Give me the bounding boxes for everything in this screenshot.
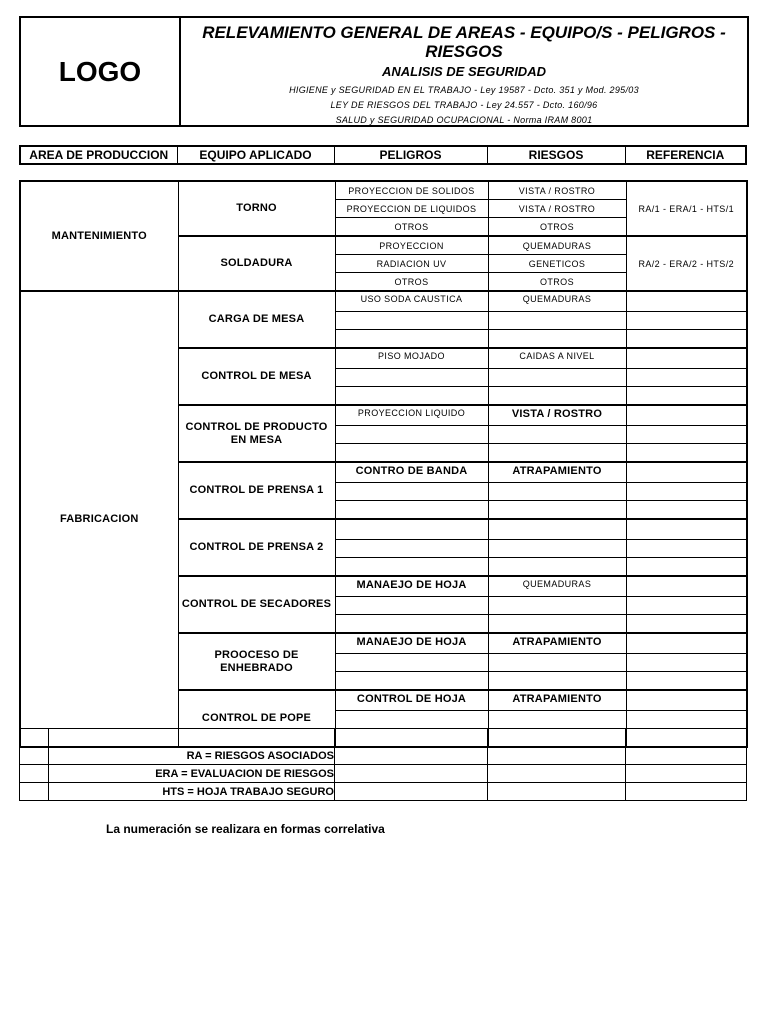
- peligro-cell: [335, 426, 488, 444]
- equipo-cell: CONTROL DE PRODUCTO EN MESA: [178, 405, 335, 462]
- riesgo-cell: [488, 426, 626, 444]
- legend-cell: [20, 729, 49, 747]
- equipo-cell: SOLDADURA: [178, 236, 335, 291]
- legend-cell: [335, 747, 488, 765]
- riesgo-cell: [488, 615, 626, 634]
- legend-cell: [20, 747, 49, 765]
- referencia-cell: [626, 483, 747, 501]
- risk-survey-table: [19, 180, 748, 748]
- legend-row: [20, 783, 747, 801]
- peligro-cell: PROYECCION: [335, 236, 488, 255]
- peligro-cell: RADIACION UV: [335, 255, 488, 273]
- column-header-peligros: PELIGROS: [334, 146, 487, 164]
- riesgo-cell: VISTA / ROSTRO: [488, 181, 626, 200]
- riesgo-cell: ATRAPAMIENTO: [488, 462, 626, 483]
- peligro-cell: [335, 597, 488, 615]
- peligro-cell: [335, 672, 488, 691]
- peligro-cell: [335, 387, 488, 406]
- riesgo-cell: [488, 540, 626, 558]
- referencia-cell: [626, 426, 747, 444]
- legend-text: RA = RIESGOS ASOCIADOS: [49, 747, 335, 765]
- riesgo-cell: ATRAPAMIENTO: [488, 690, 626, 711]
- legend-row: [20, 765, 747, 783]
- peligro-cell: CONTRO DE BANDA: [335, 462, 488, 483]
- referencia-cell: [626, 330, 747, 349]
- referencia-cell: [626, 405, 747, 426]
- riesgo-cell: [488, 597, 626, 615]
- legend-text: HTS = HOJA TRABAJO SEGURO: [49, 783, 335, 801]
- riesgo-cell: [488, 558, 626, 577]
- riesgo-cell: VISTA / ROSTRO: [488, 200, 626, 218]
- referencia-cell: [626, 690, 747, 711]
- legend-cell: [488, 747, 626, 765]
- peligro-cell: [335, 312, 488, 330]
- peligro-cell: [335, 483, 488, 501]
- referencia-cell: [626, 501, 747, 520]
- document-title: RELEVAMIENTO GENERAL DE AREAS - EQUIPO/S - PELIGROS - RIESGOS: [202, 23, 726, 61]
- law-line-3: SALUD y SEGURIDAD OCUPACIONAL - Norma IRAM 8001: [335, 115, 593, 125]
- equipo-cell: PROOCESO DE ENHEBRADO: [178, 633, 335, 690]
- column-header-area: AREA DE PRODUCCION: [20, 146, 177, 164]
- riesgo-cell: [488, 330, 626, 349]
- peligro-cell: [335, 540, 488, 558]
- legend-cell: [626, 747, 747, 765]
- footnote: La numeración se realizara en formas correlativa: [106, 822, 385, 836]
- riesgo-cell: OTROS: [488, 273, 626, 292]
- referencia-cell: [626, 672, 747, 691]
- document-subtitle: ANALISIS DE SEGURIDAD: [382, 64, 546, 79]
- legend-cell: [335, 765, 488, 783]
- peligro-cell: PISO MOJADO: [335, 348, 488, 369]
- peligro-cell: PROYECCION DE LIQUIDOS: [335, 200, 488, 218]
- riesgo-cell: ATRAPAMIENTO: [488, 633, 626, 654]
- equipo-cell: CONTROL DE SECADORES: [178, 576, 335, 633]
- area-cell: MANTENIMIENTO: [20, 181, 178, 291]
- legend-row: [20, 729, 747, 747]
- legend-cell: [488, 783, 626, 801]
- peligro-cell: [335, 558, 488, 577]
- column-header-equipo: EQUIPO APLICADO: [177, 146, 334, 164]
- riesgo-cell: OTROS: [488, 218, 626, 237]
- equipo-cell: CONTROL DE POPE: [178, 690, 335, 747]
- area-cell: FABRICACION: [20, 291, 178, 747]
- riesgo-cell: QUEMADURAS: [488, 236, 626, 255]
- legend-cell: [335, 783, 488, 801]
- riesgo-cell: QUEMADURAS: [488, 291, 626, 312]
- referencia-cell: [626, 444, 747, 463]
- referencia-cell: [626, 540, 747, 558]
- law-line-2: LEY DE RIESGOS DEL TRABAJO - Ley 24.557 - Dcto. 160/96: [330, 100, 598, 110]
- peligro-cell: MANAEJO DE HOJA: [335, 576, 488, 597]
- legend-cell: [626, 765, 747, 783]
- riesgo-cell: [488, 483, 626, 501]
- legend-text: ERA = EVALUACION DE RIESGOS: [49, 765, 335, 783]
- peligro-cell: MANAEJO DE HOJA: [335, 633, 488, 654]
- peligro-cell: OTROS: [335, 218, 488, 237]
- legend-cell: [335, 729, 488, 747]
- legend-cell: [488, 729, 626, 747]
- riesgo-cell: [488, 312, 626, 330]
- riesgo-cell: [488, 654, 626, 672]
- equipo-cell: TORNO: [178, 181, 335, 236]
- document-header: [19, 16, 749, 127]
- riesgo-cell: [488, 672, 626, 691]
- riesgo-cell: [488, 387, 626, 406]
- legend-cell: [626, 783, 747, 801]
- referencia-cell: [626, 291, 747, 312]
- column-header-table: [19, 145, 747, 165]
- peligro-cell: [335, 369, 488, 387]
- equipo-cell: CONTROL DE PRENSA 2: [178, 519, 335, 576]
- riesgo-cell: VISTA / ROSTRO: [488, 405, 626, 426]
- riesgo-cell: [488, 369, 626, 387]
- equipo-cell: CONTROL DE PRENSA 1: [178, 462, 335, 519]
- legend-cell: [488, 765, 626, 783]
- referencia-cell: [626, 576, 747, 597]
- peligro-cell: [335, 444, 488, 463]
- peligro-cell: OTROS: [335, 273, 488, 292]
- header-text: [181, 18, 747, 125]
- equipo-cell: CONTROL DE MESA: [178, 348, 335, 405]
- referencia-cell: [626, 633, 747, 654]
- table-row: [20, 291, 747, 312]
- referencia-cell: RA/2 - ERA/2 - HTS/2: [626, 236, 747, 291]
- referencia-cell: RA/1 - ERA/1 - HTS/1: [626, 181, 747, 236]
- peligro-cell: CONTROL DE HOJA: [335, 690, 488, 711]
- referencia-cell: [626, 462, 747, 483]
- legend-cell: [20, 765, 49, 783]
- referencia-cell: [626, 654, 747, 672]
- referencia-cell: [626, 312, 747, 330]
- riesgo-cell: QUEMADURAS: [488, 576, 626, 597]
- peligro-cell: [335, 330, 488, 349]
- peligro-cell: USO SODA CAUSTICA: [335, 291, 488, 312]
- referencia-cell: [626, 597, 747, 615]
- peligro-cell: [335, 615, 488, 634]
- peligro-cell: [335, 519, 488, 540]
- riesgo-cell: CAIDAS A NIVEL: [488, 348, 626, 369]
- equipo-cell: CARGA DE MESA: [178, 291, 335, 348]
- legend-text: [49, 729, 335, 747]
- peligro-cell: [335, 501, 488, 520]
- riesgo-cell: [488, 501, 626, 520]
- law-line-1: HIGIENE y SEGURIDAD EN EL TRABAJO - Ley 19587 - Dcto. 351 y Mod. 295/03: [289, 85, 639, 95]
- column-header-referencia: REFERENCIA: [625, 146, 746, 164]
- legend-cell: [626, 729, 747, 747]
- referencia-cell: [626, 519, 747, 540]
- legend-cell: [20, 783, 49, 801]
- referencia-cell: [626, 387, 747, 406]
- legend-table: [19, 728, 747, 801]
- referencia-cell: [626, 369, 747, 387]
- referencia-cell: [626, 615, 747, 634]
- peligro-cell: PROYECCION DE SOLIDOS: [335, 181, 488, 200]
- peligro-cell: PROYECCION LIQUIDO: [335, 405, 488, 426]
- referencia-cell: [626, 711, 747, 729]
- peligro-cell: [335, 711, 488, 729]
- table-row: [20, 181, 747, 200]
- logo-placeholder: LOGO: [21, 18, 181, 125]
- riesgo-cell: [488, 444, 626, 463]
- peligro-cell: [335, 654, 488, 672]
- riesgo-cell: GENETICOS: [488, 255, 626, 273]
- referencia-cell: [626, 348, 747, 369]
- legend-row: [20, 747, 747, 765]
- referencia-cell: [626, 558, 747, 577]
- column-header-row: [20, 146, 746, 164]
- column-header-riesgos: RIESGOS: [487, 146, 625, 164]
- riesgo-cell: [488, 519, 626, 540]
- riesgo-cell: [488, 711, 626, 729]
